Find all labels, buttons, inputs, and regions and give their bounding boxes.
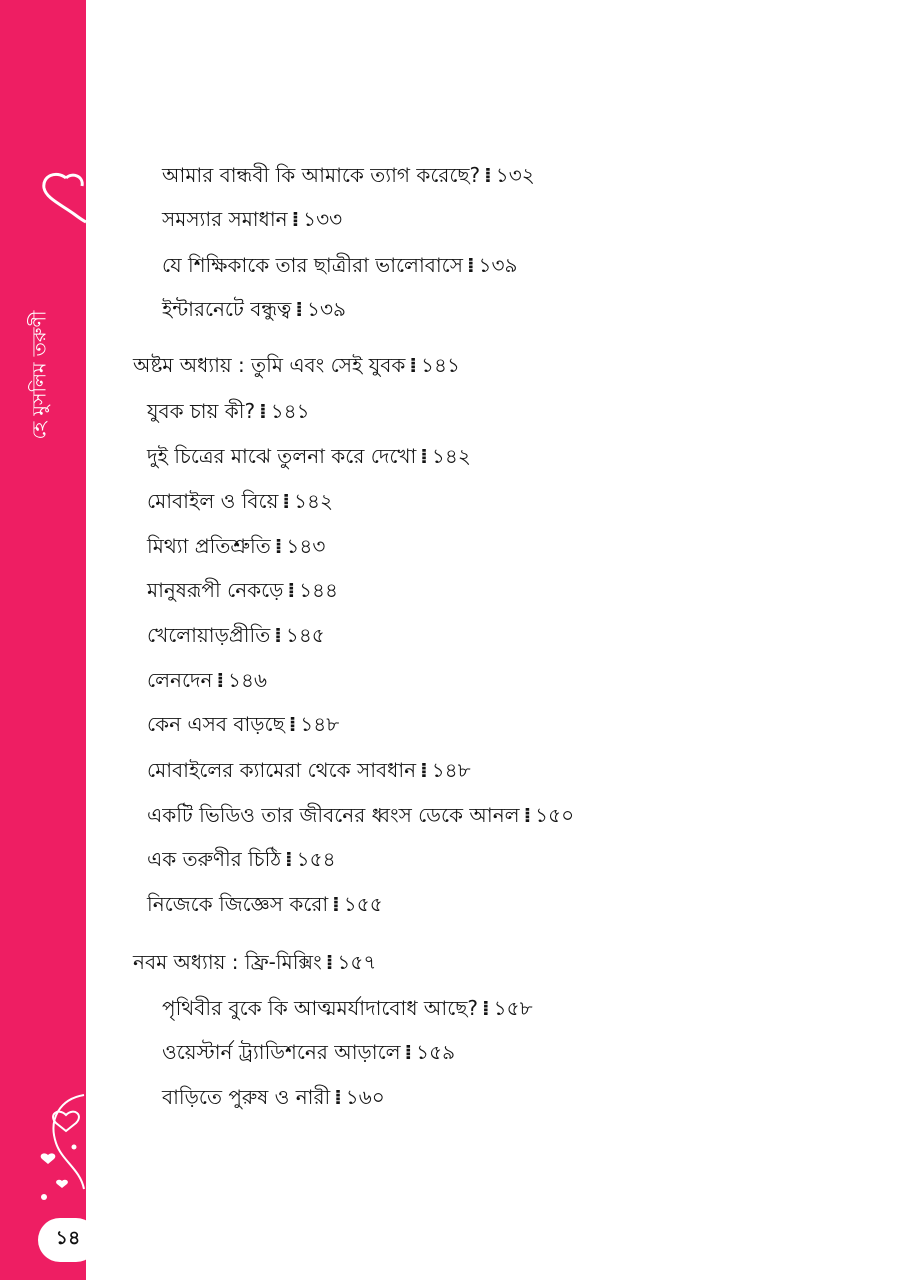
toc-item-page: ১৬০: [345, 1085, 385, 1109]
toc-item: [147, 533, 325, 559]
toc-item-title: পৃথিবীর বুকে কি আত্মমর্যাদাবোধ আছে?: [162, 996, 479, 1020]
toc-item-title: আমার বান্ধবী কি আমাকে ত্যাগ করেছে?: [162, 163, 481, 187]
toc-separator: ⁞: [420, 758, 428, 782]
toc-item-page: ১৩৯: [307, 297, 346, 321]
toc-item-title: খেলোয়াড়প্রীতি: [147, 623, 271, 647]
toc-item-page: ১৪২: [293, 489, 333, 513]
toc-item-page: ১৩৯: [478, 253, 518, 277]
toc-chapter-page: ১৪১: [420, 353, 460, 377]
toc-item-page: ১৪৮: [300, 712, 340, 736]
toc-item-page: ১৫৪: [296, 847, 336, 871]
toc-separator: ⁞: [404, 1040, 413, 1064]
toc-item-page: ১৫০: [535, 803, 575, 827]
toc-separator: ⁞: [420, 444, 428, 468]
toc-item-page: ১৪৫: [285, 623, 325, 647]
toc-item: [162, 162, 535, 188]
toc-item: [162, 252, 518, 278]
toc-item: [147, 891, 383, 917]
toc-item-title: ইন্টারনেটে বন্ধুত্ব: [162, 297, 292, 321]
toc-separator: ⁞: [282, 489, 290, 513]
toc-item: [147, 846, 336, 872]
toc-item: [147, 667, 267, 693]
toc-item-page: ১৪৬: [228, 668, 268, 692]
toc-item: [147, 398, 310, 424]
toc-item-title: মানুষরূপী নেকড়ে: [147, 578, 284, 602]
toc-chapter-page: ১৫৭: [337, 950, 377, 974]
toc-separator: ⁞: [274, 534, 283, 558]
toc-item-title: দুই চিত্রের মাঝে তুলনা করে দেখো: [147, 444, 417, 468]
toc-chapter-title: নবম অধ্যায় : ফ্রি-মিক্সিং: [133, 950, 322, 974]
toc-separator: ⁞: [295, 297, 304, 321]
toc-item-title: নিজেকে জিজ্ঞেস করো: [147, 892, 329, 916]
toc-item: [162, 1084, 385, 1110]
toc-item-page: ১৫৯: [416, 1040, 456, 1064]
toc-item: [147, 757, 471, 783]
toc-chapter-title: অষ্টম অধ্যায় : তুমি এবং সেই যুবক: [133, 353, 406, 377]
toc-separator: ⁞: [259, 399, 267, 423]
toc-item-title: বাড়িতে পুরুষ ও নারী: [162, 1085, 331, 1109]
toc-item-page: ১৩৩: [303, 207, 343, 231]
toc-item-title: লেনদেন: [147, 668, 213, 692]
toc-item: [147, 711, 339, 737]
toc-separator: ⁞: [409, 353, 417, 377]
toc-separator: ⁞: [523, 803, 532, 827]
toc-item-page: ১৫৫: [343, 892, 383, 916]
toc-item: [147, 802, 574, 828]
toc-item-title: সমস্যার সমাধান: [162, 207, 288, 231]
toc-item-title: একটি ভিডিও তার জীবনের ধ্বংস ডেকে আনল: [147, 803, 520, 827]
toc-item-title: যুবক চায় কী?: [147, 399, 256, 423]
toc-item-page: ১৫৮: [493, 996, 533, 1020]
toc-item: [147, 488, 333, 514]
toc-item-title: এক তরুণীর চিঠি: [147, 847, 282, 871]
toc-separator: ⁞: [466, 253, 475, 277]
toc-separator: ⁞: [285, 847, 293, 871]
toc-item-title: যে শিক্ষিকাকে তার ছাত্রীরা ভালোবাসে: [162, 253, 463, 277]
toc-separator: ⁞: [484, 163, 492, 187]
toc-separator: ⁞: [287, 578, 296, 602]
page-number-text: ১৪: [55, 1227, 81, 1249]
toc-item-page: ১৪১: [270, 399, 310, 423]
toc-chapter-heading: [133, 352, 460, 378]
toc-item-title: মিথ্যা প্রতিশ্রুতি: [147, 534, 271, 558]
toc-item-title: মোবাইলের ক্যামেরা থেকে সাবধান: [147, 758, 417, 782]
toc-item: [147, 443, 471, 469]
toc-item: [147, 622, 325, 648]
toc-item-page: ১৪৮: [431, 758, 471, 782]
toc-separator: ⁞: [288, 712, 297, 736]
toc-item: [162, 1039, 455, 1065]
toc-item-title: ওয়েস্টার্ন ট্র্যাডিশনের আড়ালে: [162, 1040, 401, 1064]
toc-item-page: ১৪৪: [299, 578, 338, 602]
toc-item: [162, 995, 533, 1021]
toc-chapter-heading: [133, 949, 376, 975]
toc-item-page: ১৪২: [431, 444, 471, 468]
toc-separator: ⁞: [334, 1085, 342, 1109]
toc-item-title: কেন এসব বাড়ছে: [147, 712, 285, 736]
toc-item: [147, 577, 338, 603]
toc-separator: ⁞: [274, 623, 282, 647]
toc-item: [162, 206, 342, 232]
toc-item-title: মোবাইল ও বিয়ে: [147, 489, 279, 513]
toc-separator: ⁞: [325, 950, 334, 974]
toc-separator: ⁞: [291, 207, 300, 231]
toc-item: [162, 296, 346, 322]
toc-item-page: ১৩২: [495, 163, 535, 187]
spine-book-title-text: হে মুসলিম তরুণী: [28, 310, 50, 440]
toc-separator: ⁞: [216, 668, 225, 692]
toc-separator: ⁞: [332, 892, 340, 916]
toc-separator: ⁞: [482, 996, 490, 1020]
toc-item-page: ১৪৩: [286, 534, 326, 558]
